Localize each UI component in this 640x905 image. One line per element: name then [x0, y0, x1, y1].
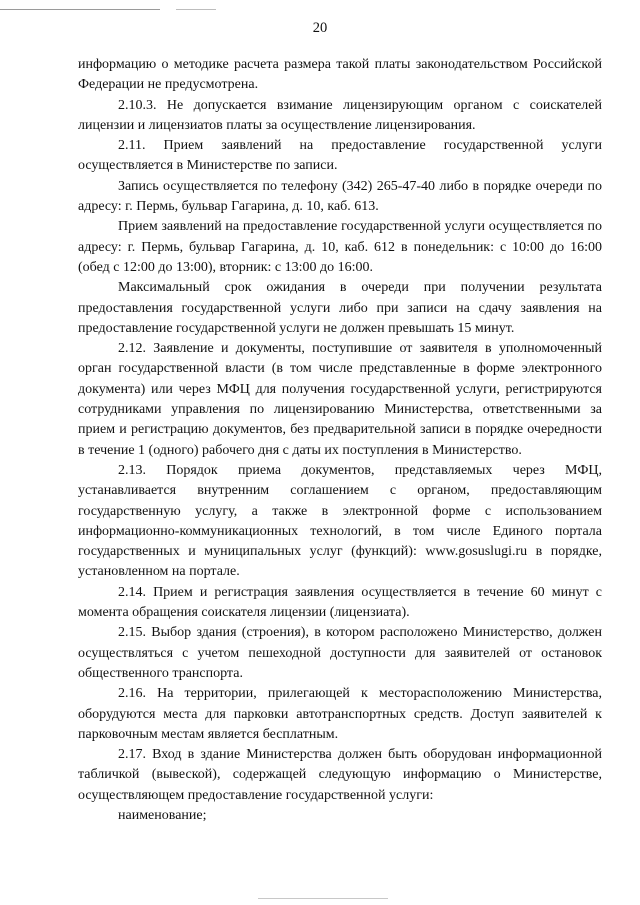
paragraph-max-wait: Максимальный срок ожидания в очереди при получении результата предоставления государственной услуги либо при записи на сдачу заявления на предоставление государственной услуги не должен превышать 15 минут.: [78, 280, 602, 336]
paragraph-2-11: 2.11. Прием заявлений на предоставление государственной услуги осуществляется в Министерстве по записи.: [78, 138, 602, 174]
top-edge-rule-short: [176, 9, 216, 10]
paragraph-appointment-phone: Запись осуществляется по телефону (342) 265-47-40 либо в порядке очереди по адресу: г. Пермь, бульвар Гагарина, д. 10, каб. 613.: [78, 178, 602, 215]
paragraph-continuation: информацию о методике расчета размера такой платы законодательством Российской Федерации не предусмотрена.: [78, 57, 602, 93]
paragraph-2-14: 2.14. Прием и регистрация заявления осуществляется в течение 60 минут с момента обращения соискателя лицензии (лицензиата).: [78, 584, 602, 621]
paragraph-2-10-3: 2.10.3. Не допускается взимание лицензирующим органом с соискателей лицензии и лицензиатов платы за осуществление лицензирования.: [78, 97, 602, 133]
paragraph-reception-hours: Прием заявлений на предоставление государственной услуги осуществляется по адресу: г. Пермь, бульвар Гагарина, д. 10, каб. 612 в понедельник: с 10:00 до 16:00 (обед с 12:00 до 13:00), вторник: с 13:00 до 16:00.: [78, 219, 602, 275]
top-edge-rule: [0, 9, 160, 10]
paragraph-2-16: 2.16. На территории, прилегающей к месторасположению Министерства, оборудуются места для парковки автотранспортных средств. Доступ заявителей к парковочным местам является бесплатным.: [78, 686, 602, 742]
page-number: 20: [312, 20, 328, 36]
paragraph-2-17: 2.17. Вход в здание Министерства должен быть оборудован информационной табличкой (вывеской), содержащей следующую информацию о Министерстве, осуществляющем предоставление государственной услуги:: [78, 747, 602, 803]
bottom-edge-rule: [258, 898, 388, 899]
paragraph-2-13: 2.13. Порядок приема документов, представляемых через МФЦ, устанавливается внутренним соглашением с органом, предоставляющим государственную услугу, а также в электронной форме с использованием информационно-коммуникационных технологий, в том числе Единого портала государственных и муниципальных услуг (функций): www.gosuslugi.ru в порядке, установленном на портале.: [78, 462, 602, 580]
paragraph-2-12: 2.12. Заявление и документы, поступившие от заявителя в уполномоченный орган государственной власти (в том числе представленные в форме электронного документа) или через МФЦ для получения государственной услуги, регистрируются сотрудниками управления по лицензированию Министерства, ответственными за прием и регистрацию документов, без предварительной записи в порядке очередности в течение 1 (одного) рабочего дня с даты их поступления в Министерство.: [78, 341, 602, 458]
paragraph-2-15: 2.15. Выбор здания (строения), в котором расположено Министерство, должен осуществляться с учетом пешеходной доступности для заявителей от остановок общественного транспорта.: [78, 625, 602, 681]
document-body: [78, 55, 602, 826]
paragraph-list-item-name: наименование;: [118, 807, 207, 823]
